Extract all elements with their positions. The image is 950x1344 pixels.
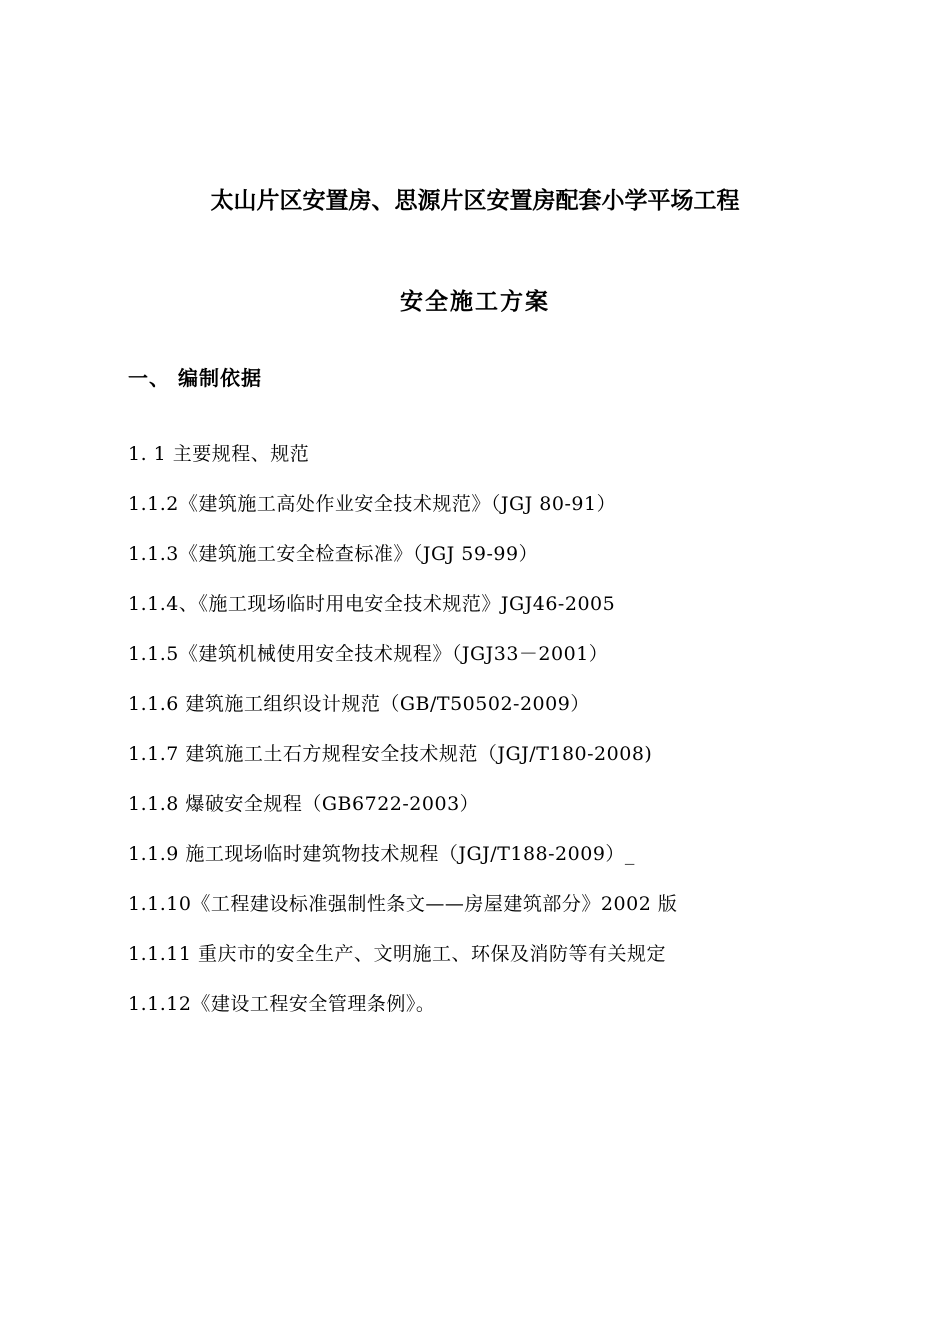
regulation-list [128,440,848,1040]
list-item: 1.1.8 爆破安全规程（GB6722-2003） [128,793,480,815]
list-item: 1.1.10《工程建设标准强制性条文——房屋建筑部分》2002 版 [128,893,678,915]
document-title-line-1: 太山片区安置房、思源片区安置房配套小学平场工程 [210,188,740,214]
list-item: 1.1.12《建设工程安全管理条例》。 [128,993,436,1015]
document-title-line-2: 安全施工方案 [400,289,550,315]
list-item: 1.1.7 建筑施工土石方规程安全技术规范（JGJ/T180-2008) [128,743,653,765]
list-item: 1.1.3《建筑施工安全检查标准》（JGJ 59-99） [128,543,539,565]
list-item: 1.1.9 施工现场临时建筑物技术规程（JGJ/T188-2009）_ [128,843,635,865]
section-heading: 一、 编制依据 [128,366,262,390]
list-item: 1. 1 主要规程、规范 [128,443,310,465]
list-item: 1.1.11 重庆市的安全生产、文明施工、环保及消防等有关规定 [128,943,666,965]
list-item: 1.1.5《建筑机械使用安全技术规程》（JGJ33－2001） [128,643,609,665]
list-item: 1.1.6 建筑施工组织设计规范（GB/T50502-2009） [128,693,590,715]
list-item: 1.1.4、《施工现场临时用电安全技术规范》JGJ46-2005 [128,593,616,615]
list-item: 1.1.2《建筑施工高处作业安全技术规范》（JGJ 80-91） [128,493,617,515]
